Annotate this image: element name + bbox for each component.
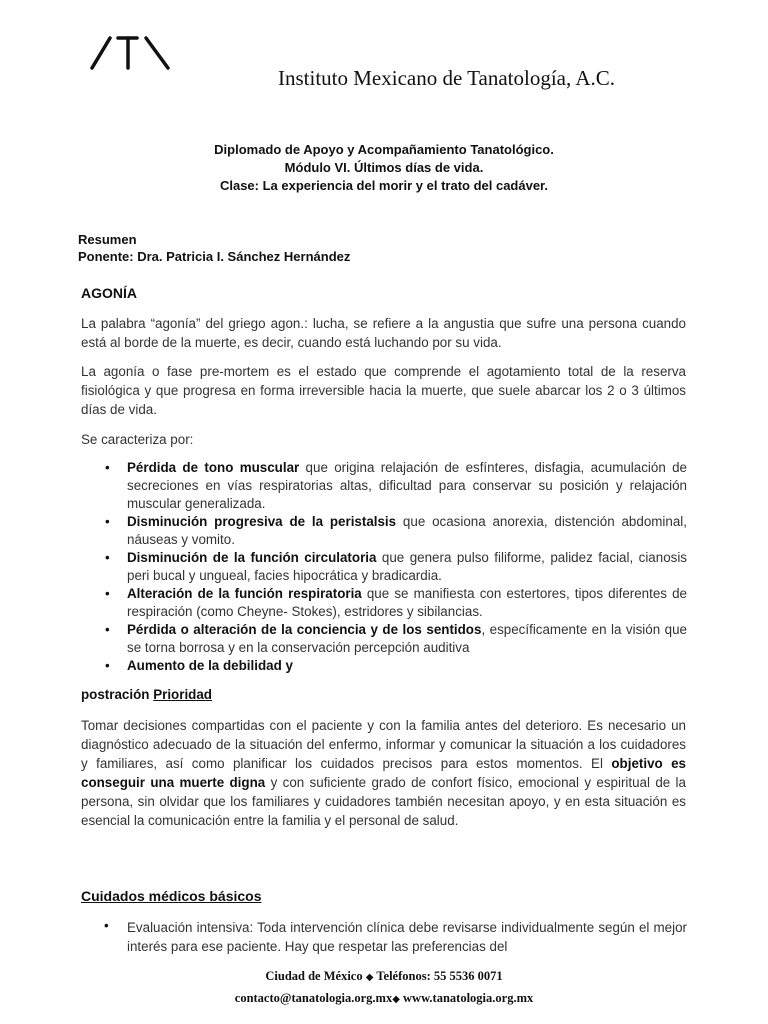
paragraph-prioridad: [81, 716, 686, 830]
list-item-text: que origina relajación de esfínteres, disfagia, acumulación de secreciones en vías respiratorias altas, dificultad para conservar su posición y relajación muscular generalizada.: [127, 460, 687, 511]
list-item: [105, 513, 687, 549]
bullet-icon: •: [104, 918, 109, 933]
course-module: Módulo VI. Últimos días de vida.: [284, 160, 484, 175]
paragraph-caracteriza: Se caracteriza por:: [81, 432, 194, 447]
course-class: Clase: La experiencia del morir y el trato del cadáver.: [219, 178, 549, 193]
list-item-term: Disminución progresiva de la peristalsis: [127, 514, 397, 529]
speaker-line: Ponente: Dra. Patricia I. Sánchez Hernández: [78, 249, 351, 264]
course-diplomado: Diplomado de Apoyo y Acompañamiento Tanatológico.: [214, 142, 554, 157]
page-footer: [0, 966, 768, 1010]
diamond-icon: ◆: [392, 994, 400, 1005]
characteristics-list: [105, 459, 688, 675]
list-item-evaluacion: Evaluación intensiva: Toda intervención clínica debe revisarse individualmente según el mejor interés para ese paciente. Hay que respetar las preferencias del: [127, 920, 687, 954]
footer-website[interactable]: www.tanatologia.org.mx: [403, 991, 534, 1005]
prioridad-text-end: y con suficiente grado de confort físico, emocional y espiritual de la persona, sin olvidar que los familiares y cuidadores también necesitan apoyo, y en esta situación es esencial la comunicación entre la familia y el personal de salud.: [81, 775, 686, 828]
course-heading: [0, 141, 768, 195]
footer-line-1: [0, 966, 768, 988]
list-item-text: que se manifiesta con estertores, tipos diferentes de respiración (como Cheyne- Stokes), estridores y sibilancias.: [127, 586, 687, 619]
bullet-icon: •: [105, 622, 110, 637]
list-item-term: Alteración de la función respiratoria: [127, 586, 362, 601]
list-item: [105, 585, 687, 621]
list-item-term: Disminución de la función circulatoria: [127, 550, 377, 565]
list-item: [105, 657, 687, 675]
bullet-icon: •: [105, 586, 110, 601]
prioridad-text-start: Tomar decisiones compartidas con el paciente y con la familia antes del deterioro. Es necesario un diagnóstico adecuado de la situación del enfermo, informar y comunicar la situación a los cuidadores y familiares, así como planificar los cuidados precisos para estos momentos. El: [81, 718, 686, 771]
list-item-term: Pérdida o alteración de la conciencia y de los sentidos: [127, 622, 482, 637]
prioridad-heading: Prioridad: [153, 687, 212, 702]
summary-label: Resumen: [78, 232, 137, 247]
footer-line-2: [0, 988, 768, 1010]
section-heading-agonia: AGONÍA: [81, 285, 137, 301]
list-item: [105, 621, 687, 657]
bullet-icon: •: [105, 550, 110, 565]
org-title: Instituto Mexicano de Tanatología, A.C.: [278, 66, 616, 90]
summary-block: [78, 231, 350, 265]
list-item-text: , específicamente en la visión que se torna borrosa y en la conservación percepción auditiva: [127, 622, 687, 655]
footer-email[interactable]: contacto@tanatologia.org.mx: [234, 991, 393, 1005]
bullet-icon: •: [105, 514, 110, 529]
bullet-icon: •: [105, 460, 110, 475]
postracion-word: postración: [81, 687, 150, 702]
list-item-term: Pérdida de tono muscular: [127, 460, 300, 475]
list-item: [105, 549, 688, 585]
bullet-icon: •: [105, 658, 110, 673]
section-heading-cuidados: Cuidados médicos básicos: [81, 888, 262, 904]
footer-city: Ciudad de México: [265, 969, 363, 983]
postracion-prioridad-line: [81, 687, 212, 702]
institute-logo-icon: [88, 34, 178, 70]
diamond-icon: ◆: [365, 972, 374, 983]
footer-phone: Teléfonos: 55 5536 0071: [376, 969, 503, 983]
list-item-term: Aumento de la debilidad y: [127, 658, 293, 673]
prioridad-objective: objetivo es conseguir una muerte digna: [81, 756, 686, 790]
list-item: [105, 459, 687, 513]
list-item-text: que ocasiona anorexia, distención abdominal, náuseas y vomito.: [127, 514, 687, 547]
paragraph-agonia-definition: La palabra “agonía” del griego agon.: lucha, se refiere a la angustia que sufre una persona cuando está al borde de la muerte, es decir, cuando está luchando por su vida.: [81, 316, 686, 350]
list-item-text: que genera pulso filiforme, palidez facial, cianosis peri bucal y ungueal, facies hipocrática y bradicardia.: [127, 550, 688, 583]
paragraph-agonia-fase: La agonía o fase pre-mortem es el estado que comprende el agotamiento total de la reserva fisiológica y que progresa en forma irreversible hacia la muerte, que suele abarcar los 2 o 3 últimos días de vida.: [81, 364, 686, 417]
